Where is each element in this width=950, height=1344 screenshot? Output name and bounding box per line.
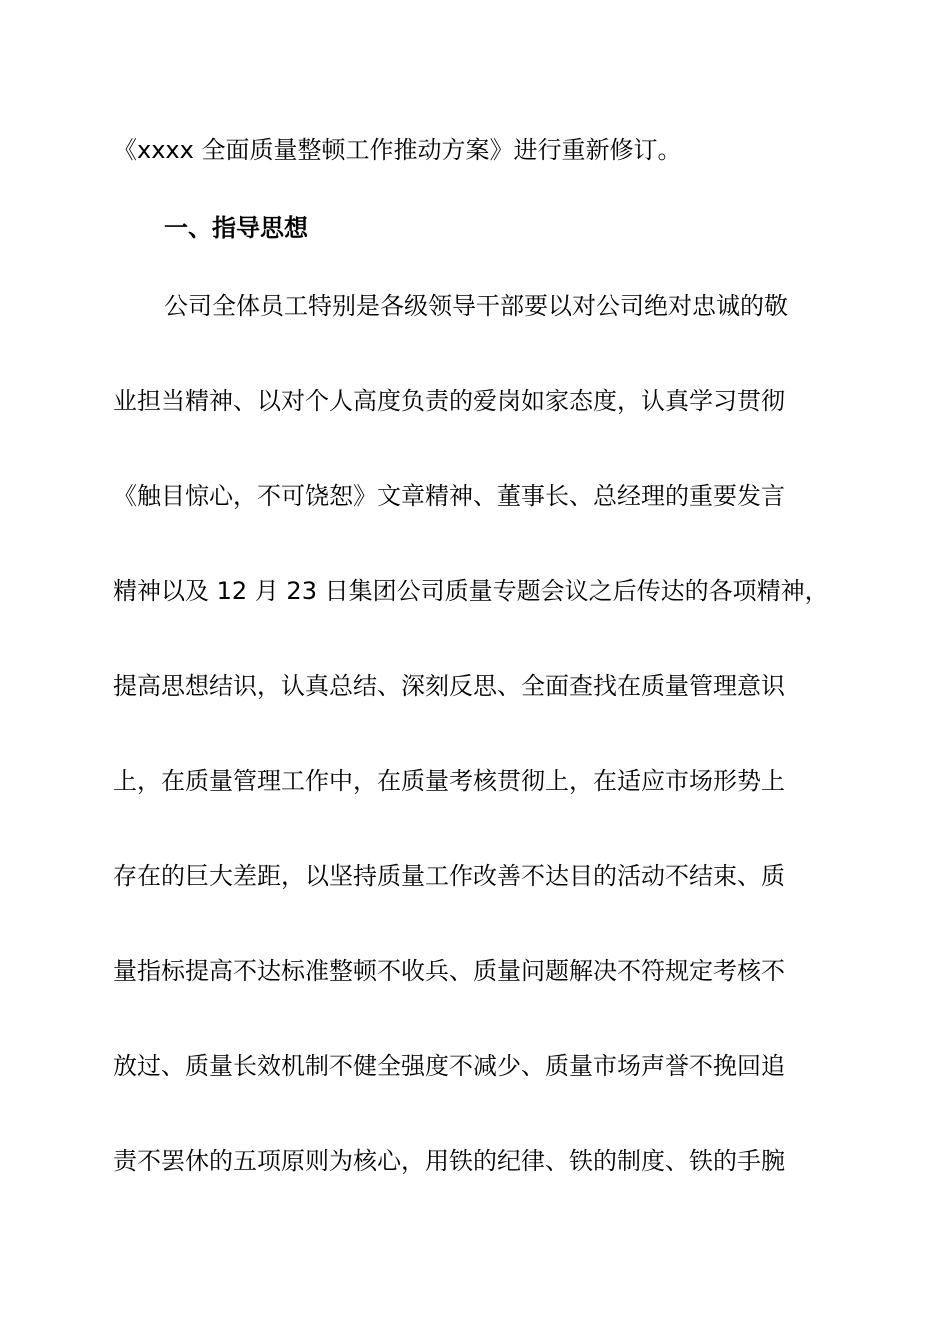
paragraph-line: 《触目惊心，不可饶恕》文章精神、董事长、总经理的重要发言	[113, 482, 785, 510]
intro-line: 《xxxx 全面质量整顿工作推动方案》进行重新修订。	[113, 136, 682, 164]
paragraph-line: 提高思想结识，认真总结、深刻反思、全面查找在质量管理意识	[113, 672, 785, 700]
paragraph-line: 精神以及 12 月 23 日集团公司质量专题会议之后传达的各项精神，	[113, 577, 829, 605]
paragraph-line: 量指标提高不达标准整顿不收兵、质量问题解决不符规定考核不	[113, 957, 785, 985]
paragraph-line: 存在的巨大差距，以坚持质量工作改善不达目的活动不结束、质	[113, 862, 785, 890]
paragraph-line: 上，在质量管理工作中，在质量考核贯彻上，在适应市场形势上	[113, 767, 785, 795]
section-heading: 一、指导思想	[164, 214, 308, 242]
paragraph-line: 放过、质量长效机制不健全强度不减少、质量市场声誉不挽回追	[113, 1052, 785, 1080]
paragraph-line: 责不罢休的五项原则为核心，用铁的纪律、铁的制度、铁的手腕	[113, 1147, 785, 1175]
paragraph-line: 业担当精神、以对个人高度负责的爱岗如家态度，认真学习贯彻	[113, 387, 785, 415]
paragraph-line: 公司全体员工特别是各级领导干部要以对公司绝对忠诚的敬	[164, 292, 788, 320]
